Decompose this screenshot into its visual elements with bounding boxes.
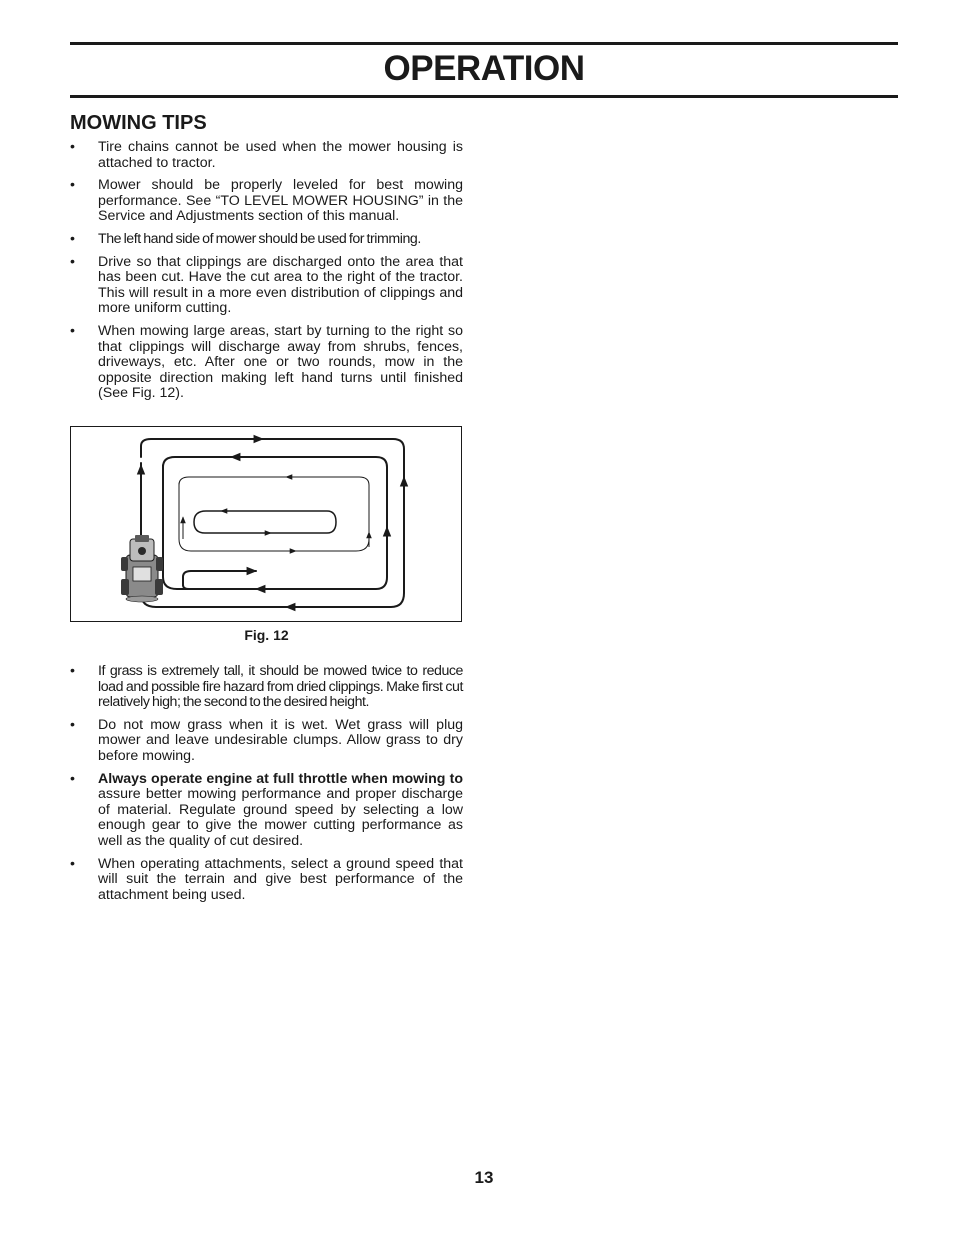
tip-text: Mower should be properly leveled for best mowing performance. See “TO LEVEL MOWER HOUSING” in the Service and Adjustments section of this manual. — [98, 177, 463, 225]
bullet-icon: • — [70, 663, 75, 679]
tip-bold-lead: Always operate engine at full throttle when mowing to — [98, 770, 463, 787]
header-rule-top — [70, 42, 898, 45]
tip-text: The left hand side of mower should be used for trimming. — [98, 230, 421, 247]
bullet-icon: • — [70, 177, 75, 194]
tip-text: When mowing large areas, start by turning to the right so that clippings will discharge away from shrubs, fences, driveways, etc. After one or two rounds, mow in the opposite direction making left hand turns until finished (See Fig. 12). — [98, 322, 463, 402]
list-item — [70, 772, 463, 850]
tips-list-top — [70, 140, 463, 409]
list-item — [70, 255, 463, 317]
section-title: MOWING TIPS — [70, 112, 207, 134]
bullet-icon: • — [70, 322, 75, 339]
header-rule-bottom — [70, 95, 898, 98]
bullet-icon: • — [70, 716, 75, 733]
list-item — [70, 324, 463, 402]
bullet-icon: • — [70, 855, 75, 872]
tip-text: When operating attachments, select a ground speed that will suit the terrain and give best performance of the attachment being used. — [98, 855, 463, 903]
list-item — [70, 232, 463, 248]
tip-text: Tire chains cannot be used when the mower housing is attached to tractor. — [98, 139, 463, 171]
list-item — [70, 664, 463, 711]
list-item — [70, 178, 463, 225]
mowing-pattern-diagram — [71, 427, 461, 621]
bullet-icon: • — [70, 139, 75, 155]
tip-text: assure better mowing performance and proper discharge of material. Regulate ground speed by selecting a low enough gear to give the mower cutting performance as well as the quality of cut desired. — [98, 786, 463, 849]
list-item — [70, 140, 463, 171]
mowing-pattern-figure — [70, 426, 462, 622]
figure-caption: Fig. 12 — [244, 627, 289, 643]
page-number: 13 — [474, 1168, 494, 1187]
tip-text: If grass is extremely tall, it should be mowed twice to reduce load and possible fire hazard from dried clippings. Make first cut relatively high; the second to the desired height. — [98, 663, 463, 711]
tip-text: Do not mow grass when it is wet. Wet grass will plug mower and leave undesirable clumps. Allow grass to dry before mowing. — [98, 716, 463, 764]
bullet-icon: • — [70, 770, 75, 787]
list-item — [70, 718, 463, 765]
bullet-icon: • — [70, 230, 75, 247]
list-item — [70, 857, 463, 904]
bullet-icon: • — [70, 253, 75, 270]
tip-text: Drive so that clippings are discharged onto the area that has been cut. Have the cut area to the right of the tractor. This will result in a more even distribution of clippings and more uniform cutting. — [98, 253, 463, 317]
page-title: OPERATION — [383, 49, 585, 88]
tips-list-bottom — [70, 664, 463, 910]
lawn-tractor-icon — [121, 535, 163, 602]
